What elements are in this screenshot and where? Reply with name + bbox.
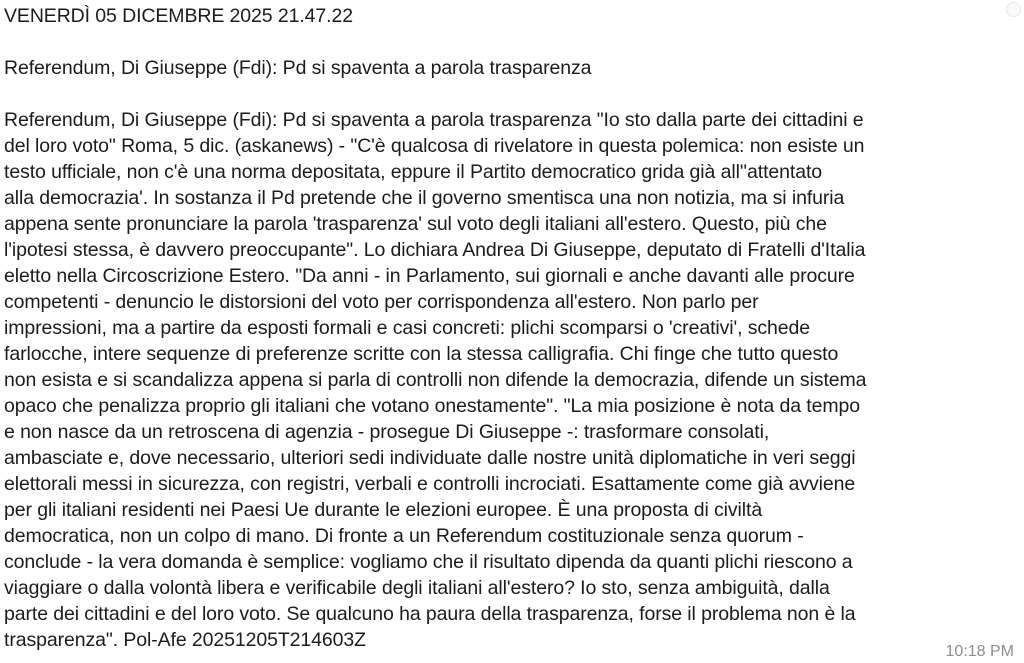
body-line: Referendum, Di Giuseppe (Fdi): Pd si spaventa a parola trasparenza "Io sto dalla parte dei cittadini e bbox=[4, 109, 864, 131]
body-line: alla democrazia'. In sostanza il Pd pretende che il governo smentisca una non notizia, ma si infuria bbox=[4, 187, 845, 209]
body-line: non esista e si scandalizza appena si parla di controlli non difende la democrazia, difende un sistema bbox=[4, 369, 867, 391]
scroll-indicator-icon[interactable] bbox=[1006, 2, 1021, 17]
spacer bbox=[4, 81, 1020, 107]
body-line: democratica, non un colpo di mano. Di fronte a un Referendum costituzionale senza quorum - bbox=[4, 525, 804, 547]
body-line: del loro voto" Roma, 5 dic. (askanews) - "C'è qualcosa di rivelatore in questa polemica: non esiste un bbox=[4, 135, 865, 157]
body-line: parte dei cittadini e del loro voto. Se qualcuno ha paura della trasparenza, forse il problema non è la bbox=[4, 603, 856, 625]
message-body bbox=[4, 107, 1020, 653]
body-line: ambasciate e, dove necessario, ulteriori sedi individuate dalle nostre unità diplomatiche in veri seggi bbox=[4, 447, 856, 469]
body-line: trasparenza". Pol-Afe 20251205T214603Z bbox=[4, 629, 366, 651]
body-line: conclude - la vera domanda è semplice: vogliamo che il risultato dipenda da quanti plichi riescono a bbox=[4, 551, 853, 573]
body-line: impressioni, ma a partire da esposti formali e casi concreti: plichi scomparsi o 'creativi', schede bbox=[4, 317, 811, 339]
body-line: l'ipotesi stessa, è davvero preoccupante". Lo dichiara Andrea Di Giuseppe, deputato di Fratelli d'Italia bbox=[4, 239, 866, 261]
date-header: VENERDÌ 05 DICEMBRE 2025 21.47.22 bbox=[4, 5, 353, 27]
body-line: farlocche, intere sequenze di preferenze scritte con la stessa calligrafia. Chi finge che tutto questo bbox=[4, 343, 839, 365]
message-timestamp: 10:18 PM bbox=[945, 643, 1014, 660]
body-line: appena sente pronunciare la parola 'trasparenza' sul voto degli italiani all'estero. Questo, più che bbox=[4, 213, 827, 235]
spacer bbox=[4, 29, 1020, 55]
message-bubble[interactable] bbox=[4, 0, 1020, 653]
body-line: competenti - denuncio le distorsioni del voto per corrispondenza all'estero. Non parlo per bbox=[4, 291, 759, 313]
body-line: e non nasce da un retroscena di agenzia - prosegue Di Giuseppe -: trasformare consolati, bbox=[4, 421, 770, 443]
body-line: viaggiare o dalla volontà libera e verificabile degli italiani all'estero? Io sto, senza ambiguità, dalla bbox=[4, 577, 830, 599]
message-title: Referendum, Di Giuseppe (Fdi): Pd si spaventa a parola trasparenza bbox=[4, 57, 592, 79]
body-line: eletto nella Circoscrizione Estero. "Da anni - in Parlamento, sui giornali e anche davanti alle procure bbox=[4, 265, 855, 287]
body-line: per gli italiani residenti nei Paesi Ue durante le elezioni europee. È una proposta di civiltà bbox=[4, 499, 763, 521]
body-line: opaco che penalizza proprio gli italiani che votano onestamente". "La mia posizione è nota da tempo bbox=[4, 395, 860, 417]
body-line: elettorali messi in sicurezza, con registri, verbali e controlli incrociati. Esattamente come già avviene bbox=[4, 473, 856, 495]
body-line: testo ufficiale, non c'è una norma depositata, eppure il Partito democratico grida già all''attentato bbox=[4, 161, 823, 183]
